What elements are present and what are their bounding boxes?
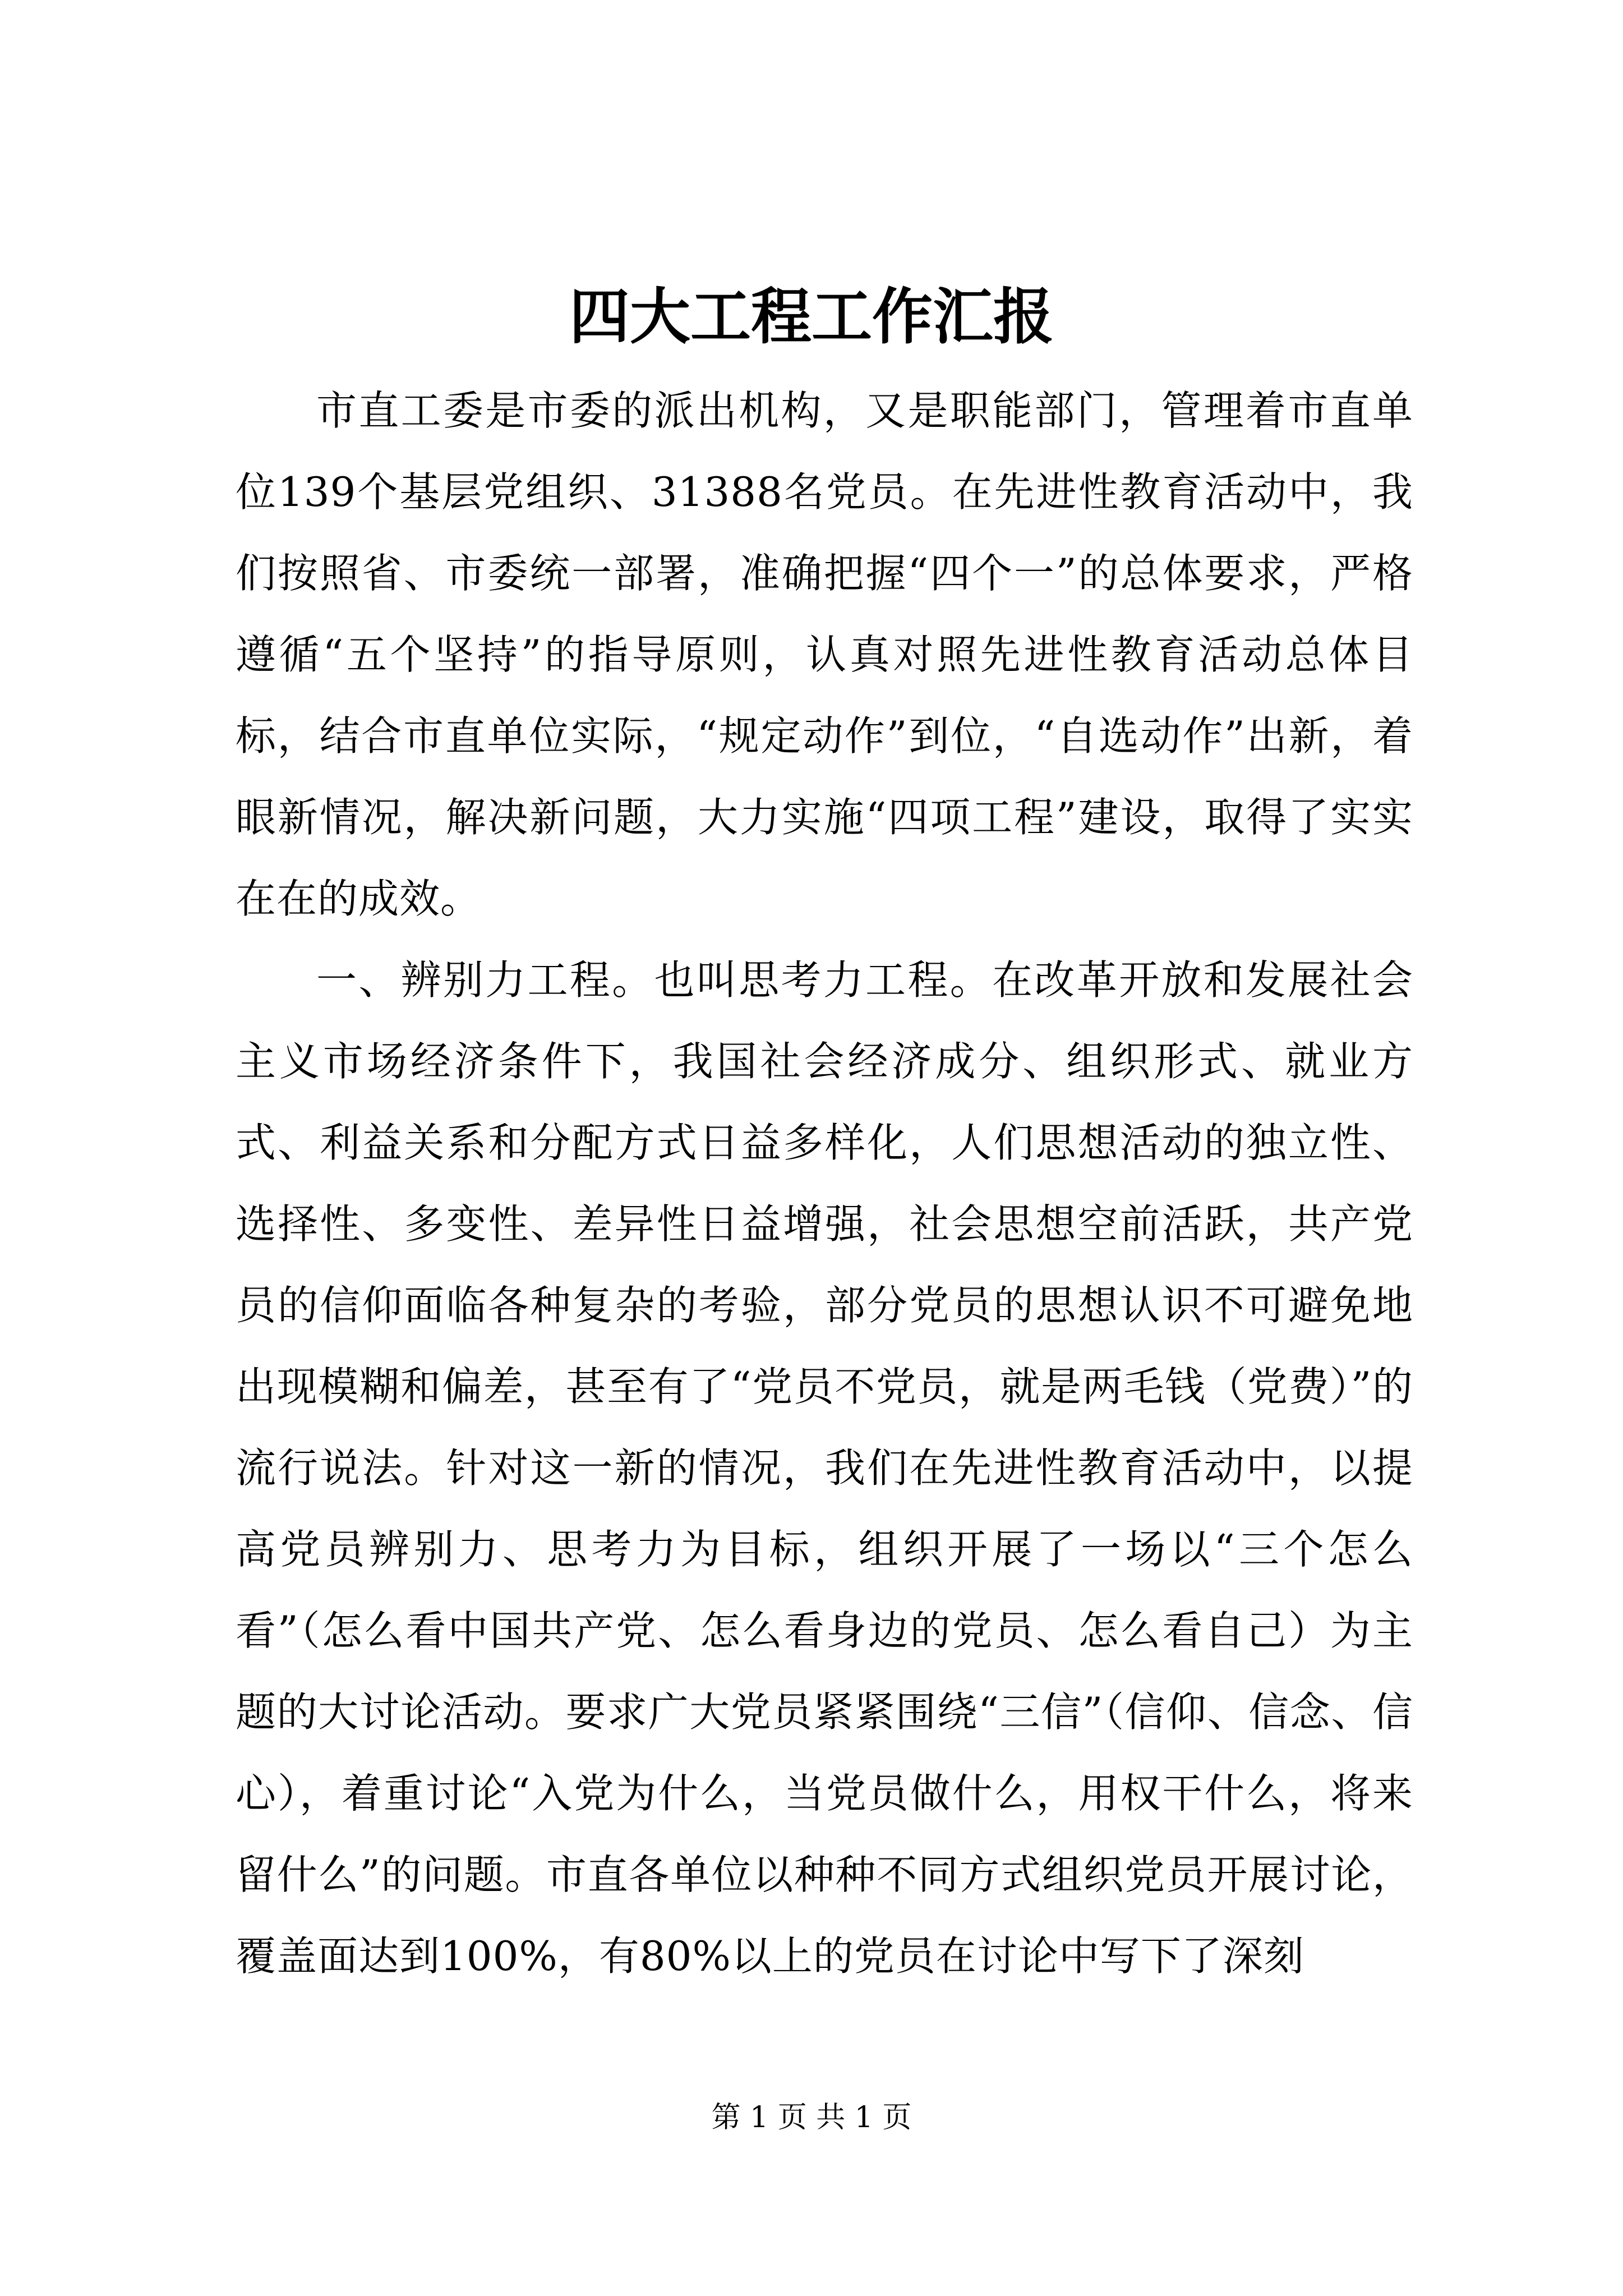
paragraph-intro: 市直工委是市委的派出机构，又是职能部门，管理着市直单位139个基层党组织、31388名党员。在先进性教育活动中，我们按照省、市委统一部署，准确把握“四个一”的总体要求，严格遵循“五个坚持”的指导原则，认真对照先进性教育活动总体目标，结合市直单位实际，“规定动作”到位，“自选动作”出新，着眼新情况，解决新问题，大力实施“四项工程”建设，取得了实实在在的成效。 <box>236 387 1413 922</box>
page-footer: 第 1 页 共 1 页 <box>711 2101 912 2134</box>
document-title: 四大工程工作汇报 <box>569 282 1054 352</box>
paragraph-section-one: 一、辨别力工程。也叫思考力工程。在改革开放和发展社会主义市场经济条件下，我国社会经济成分、组织形式、就业方式、利益关系和分配方式日益多样化，人们思想活动的独立性、选择性、多变性、差异性日益增强，社会思想空前活跃，共产党员的信仰面临各种复杂的考验，部分党员的思想认识不可避免地出现模糊和偏差，甚至有了“党员不党员，就是两毛钱（党费）”的流行说法。针对这一新的情况，我们在先进性教育活动中，以提高党员辨别力、思考力为目标，组织开展了一场以“三个怎么看”（怎么看中国共产党、怎么看身边的党员、怎么看自己）为主题的大讨论活动。要求广大党员紧紧围绕“三信”（信仰、信念、信心），着重讨论“入党为什么，当党员做什么，用权干什么，将来留什么”的问题。市直各单位以种种不同方式组织党员开展讨论，覆盖面达到100%，有80%以上的党员在讨论中写下了深刻 <box>236 956 1413 1980</box>
document-body <box>236 370 1413 1997</box>
